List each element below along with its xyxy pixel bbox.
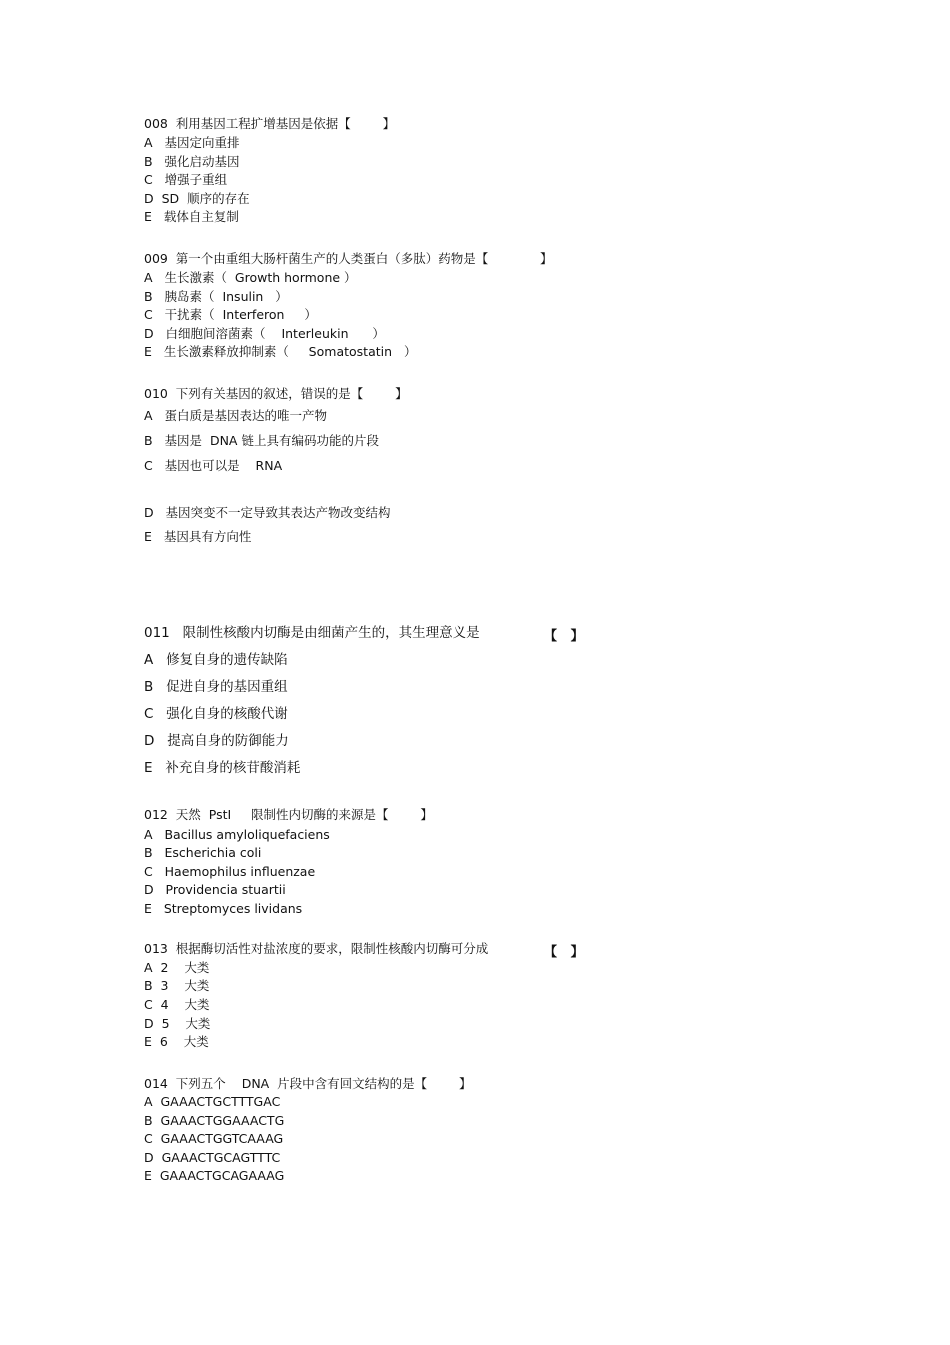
option-e: E 补充自身的核苷酸消耗 <box>144 760 301 776</box>
option-b: B 基因是 DNA 链上具有编码功能的片段 <box>144 433 379 448</box>
option-e: E 6 大类 <box>144 1034 209 1049</box>
option-c: C 基因也可以是 RNA <box>144 458 283 473</box>
question-stem: 012 天然 PstI 限制性内切酶的来源是【 】 <box>144 807 433 822</box>
option-d: D 5 大类 <box>144 1016 211 1031</box>
question-stem: 008 利用基因工程扩增基因是依据【 】 <box>144 116 396 131</box>
option-c: C 干扰素（ Interferon ） <box>144 307 317 322</box>
option-b: B GAAACTGGAAACTG <box>144 1113 285 1128</box>
option-d: D SD 顺序的存在 <box>144 191 250 206</box>
option-e: E 基因具有方向性 <box>144 529 252 544</box>
question-stem: 011 限制性核酸内切酶是由细菌产生的，其生理意义是 <box>144 625 480 641</box>
option-b: B 胰岛素（ Insulin ） <box>144 289 288 304</box>
question-stem: 010 下列有关基因的叙述，错误的是【 】 <box>144 386 408 401</box>
option-d: D GAAACTGCAGTTTC <box>144 1150 281 1165</box>
option-a: A 修复自身的遗传缺陷 <box>144 652 288 668</box>
option-c: C 增强子重组 <box>144 172 228 187</box>
option-e: E 生长激素释放抑制素（ Somatostatin ） <box>144 344 417 359</box>
option-a: A Bacillus amyloliquefaciens <box>144 827 330 842</box>
question-stem: 013 根据酶切活性对盐浓度的要求，限制性核酸内切酶可分成 <box>144 941 489 956</box>
option-e: E Streptomyces lividans <box>144 901 303 916</box>
option-a: A 基因定向重排 <box>144 135 240 150</box>
option-c: C GAAACTGGTCAAAG <box>144 1131 284 1146</box>
option-a: A GAAACTGCTTTGAC <box>144 1094 281 1109</box>
option-c: C 强化自身的核酸代谢 <box>144 706 288 722</box>
answer-bracket: 【 】 <box>544 945 584 960</box>
option-c: C Haemophilus influenzae <box>144 864 316 879</box>
option-a: A 生长激素（ Growth hormone ） <box>144 270 357 285</box>
option-b: B 强化启动基因 <box>144 154 240 169</box>
option-b: B Escherichia coli <box>144 845 262 860</box>
question-stem: 014 下列五个 DNA 片段中含有回文结构的是【 】 <box>144 1076 472 1091</box>
option-d: D 白细胞间溶菌素（ Interleukin ） <box>144 326 385 341</box>
option-b: B 促进自身的基因重组 <box>144 679 288 695</box>
option-c: C 4 大类 <box>144 997 210 1012</box>
question-stem: 009 第一个由重组大肠杆菌生产的人类蛋白（多肽）药物是【 】 <box>144 251 553 266</box>
option-e: E 载体自主复制 <box>144 209 239 224</box>
option-a: A 蛋白质是基因表达的唯一产物 <box>144 408 327 423</box>
option-d: D 提高自身的防御能力 <box>144 733 289 749</box>
option-e: E GAAACTGCAGAAAG <box>144 1168 285 1183</box>
option-d: D Providencia stuartii <box>144 882 286 897</box>
option-d: D 基因突变不一定导致其表达产物改变结构 <box>144 505 391 520</box>
option-a: A 2 大类 <box>144 960 210 975</box>
option-b: B 3 大类 <box>144 978 210 993</box>
answer-bracket: 【 】 <box>544 629 584 644</box>
